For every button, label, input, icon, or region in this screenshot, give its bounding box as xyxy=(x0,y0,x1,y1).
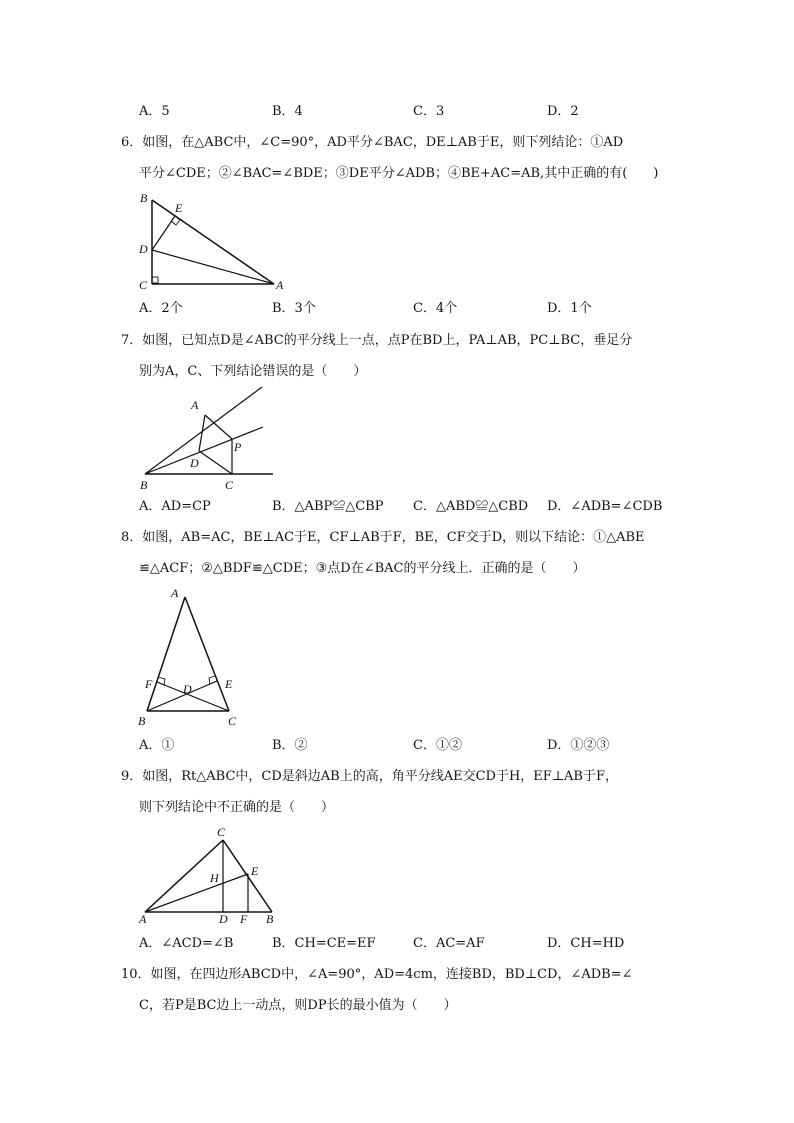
q5-option-c: C．3 xyxy=(413,104,445,119)
q9-label-c: C xyxy=(217,825,226,839)
q9-label-a: A xyxy=(139,912,147,926)
q5-option-d: D．2 xyxy=(547,104,579,119)
q6-label-d: D xyxy=(139,242,148,256)
q9-option-b: B．CH=CE=EF xyxy=(272,936,376,951)
q5-option-a: A．5 xyxy=(139,104,170,119)
q5-option-b: B．4 xyxy=(272,104,303,119)
q9-option-d: D．CH=HD xyxy=(547,936,625,951)
q6-option-a: A．2个 xyxy=(139,301,183,316)
q9-stem-line1: 9．如图，Rt△ABC中，CD是斜边AB上的高，角平分线AE交CD于H，EF⊥AB于F， xyxy=(121,769,619,784)
q6-label-a: A xyxy=(276,278,284,292)
q9-label-h: H xyxy=(210,871,219,885)
q10-stem-line2: C，若P是BC边上一动点，则DP长的最小值为（ ） xyxy=(139,998,457,1013)
q6-figure xyxy=(130,190,290,295)
q9-label-f: F xyxy=(240,912,248,926)
q8-option-a: A．① xyxy=(139,738,175,753)
q7-label-p: P xyxy=(234,440,242,454)
q8-label-e: E xyxy=(225,677,233,691)
q7-option-d: D．∠ADB=∠CDB xyxy=(547,499,663,514)
q7-label-c: C xyxy=(225,478,234,492)
q6-label-c: C xyxy=(139,278,148,292)
q8-figure xyxy=(135,585,250,730)
q8-label-c: C xyxy=(228,714,237,728)
q9-option-a: A．∠ACD=∠B xyxy=(139,936,234,951)
q6-label-b: B xyxy=(140,191,148,205)
q7-figure xyxy=(135,385,280,493)
q9-option-c: C．AC=AF xyxy=(413,936,485,951)
q6-stem-line2: 平分∠CDE；②∠BAC=∠BDE；③DE平分∠ADB；④BE+AC=AB,其中正确的有( ) xyxy=(139,166,659,181)
q6-option-c: C．4个 xyxy=(413,301,458,316)
q7-label-b: B xyxy=(140,478,148,492)
q6-stem-line1: 6．如图，在△ABC中，∠C=90°，AD平分∠BAC，DE⊥AB于E，则下列结论：①AD xyxy=(121,135,624,150)
q6-option-d: D．1个 xyxy=(547,301,592,316)
q8-stem-line2: ≌△ACF；②△BDF≌△CDE；③点D在∠BAC的平分线上．正确的是（ ） xyxy=(139,561,586,576)
q9-label-d: D xyxy=(219,912,228,926)
q8-label-f: F xyxy=(145,677,153,691)
q8-label-d: D xyxy=(183,682,192,696)
q7-option-c: C．△ABD≌△CBD xyxy=(413,499,529,514)
q7-option-a: A．AD=CP xyxy=(139,499,211,514)
q8-option-b: B．② xyxy=(272,738,308,753)
q8-option-d: D．①②③ xyxy=(547,738,610,753)
q8-label-a: A xyxy=(171,586,179,600)
q7-option-b: B．△ABP≌△CBP xyxy=(272,499,384,514)
q7-label-a: A xyxy=(191,398,199,412)
q6-label-e: E xyxy=(175,201,183,215)
q9-stem-line2: 则下列结论中不正确的是（ ） xyxy=(139,800,335,815)
q7-label-d: D xyxy=(190,456,199,470)
q9-label-b: B xyxy=(266,912,274,926)
q8-option-c: C．①② xyxy=(413,738,462,753)
q6-option-b: B．3个 xyxy=(272,301,316,316)
q10-stem-line1: 10．如图，在四边形ABCD中，∠A=90°，AD=4cm，连接BD，BD⊥CD，∠ADB=∠ xyxy=(121,967,633,982)
q9-label-e: E xyxy=(251,864,259,878)
q8-stem-line1: 8．如图，AB=AC，BE⊥AC于E，CF⊥AB于F，BE，CF交于D，则以下结论：①△ABE xyxy=(121,530,645,545)
q7-stem-line2: 别为A，C、下列结论错误的是（ ） xyxy=(139,364,367,379)
q9-figure xyxy=(135,822,285,930)
q8-label-b: B xyxy=(138,714,146,728)
q7-stem-line1: 7．如图，已知点D是∠ABC的平分线上一点，点P在BD上，PA⊥AB，PC⊥BC，垂足分 xyxy=(121,333,633,348)
